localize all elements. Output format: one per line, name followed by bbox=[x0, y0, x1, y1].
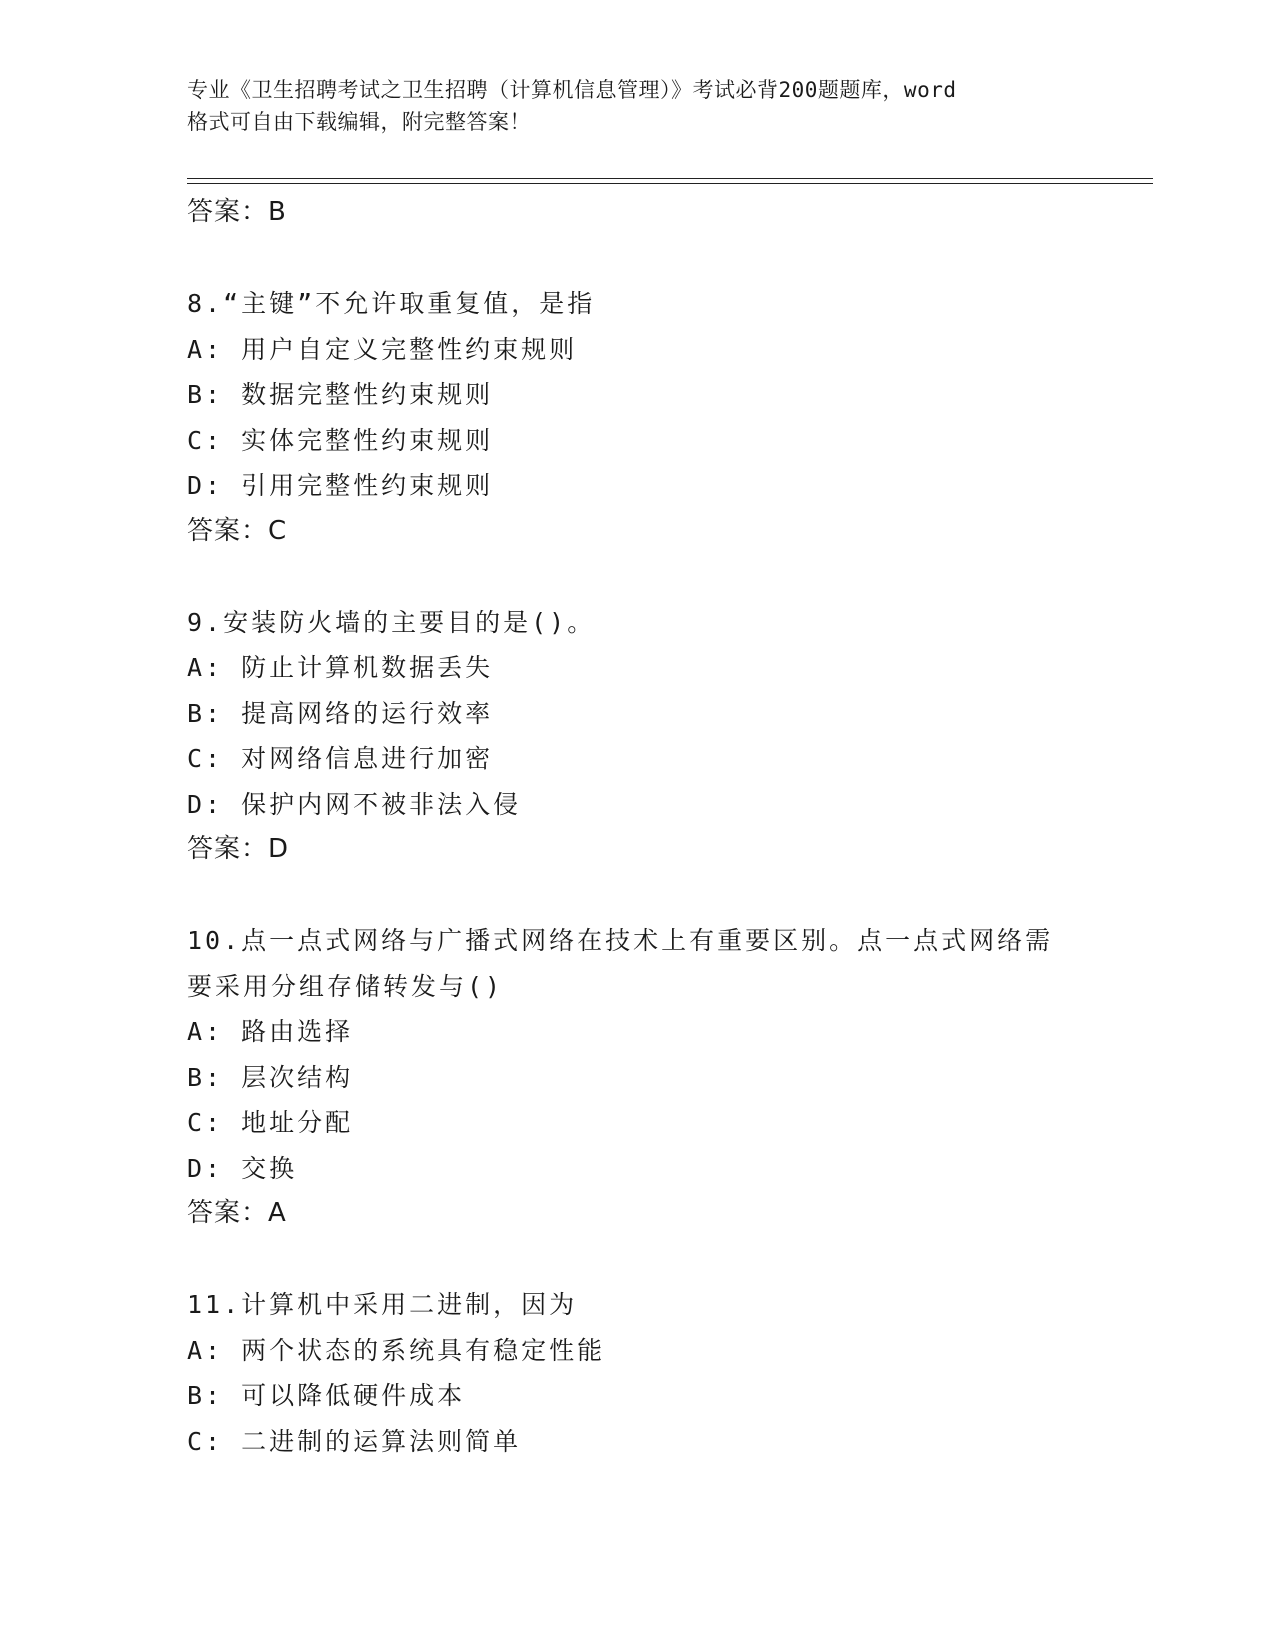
question-block bbox=[187, 281, 1087, 554]
question-text-continued: 要采用分组存储转发与() bbox=[187, 971, 504, 1001]
option-b: B: 提高网络的运行效率 bbox=[187, 698, 494, 728]
option-a: A: 两个状态的系统具有稳定性能 bbox=[187, 1335, 606, 1365]
header-line-2: 格式可自由下载编辑，附完整答案！ bbox=[187, 110, 531, 134]
option-c: C: 对网络信息进行加密 bbox=[187, 744, 494, 773]
answer-line: 答案：A bbox=[187, 1198, 287, 1228]
option-b: B: 可以降低硬件成本 bbox=[187, 1381, 466, 1410]
option-a: A: 路由选择 bbox=[187, 1017, 354, 1046]
question-block bbox=[187, 918, 1087, 1237]
option-d: D: 引用完整性约束规则 bbox=[187, 471, 494, 500]
question-block bbox=[187, 600, 1087, 873]
question-text: 9.安装防火墙的主要目的是()。 bbox=[187, 607, 596, 637]
question-text: 11.计算机中采用二进制，因为 bbox=[187, 1290, 578, 1319]
question-text: 8.“主键”不允许取重复值，是指 bbox=[187, 289, 596, 318]
document-header bbox=[187, 74, 1087, 138]
question-list bbox=[187, 190, 1087, 1464]
option-b: B: 数据完整性约束规则 bbox=[187, 380, 494, 409]
option-a: A: 用户自定义完整性约束规则 bbox=[187, 334, 578, 364]
answer-line: 答案：B bbox=[187, 197, 287, 227]
option-d: D: 保护内网不被非法入侵 bbox=[187, 789, 522, 819]
question-text: 10.点一点式网络与广播式网络在技术上有重要区别。点一点式网络需 bbox=[187, 926, 1054, 955]
option-c: C: 实体完整性约束规则 bbox=[187, 425, 494, 455]
option-c: C: 二进制的运算法则简单 bbox=[187, 1426, 522, 1456]
header-rule-bottom bbox=[187, 183, 1153, 184]
header-line-1: 专业《卫生招聘考试之卫生招聘（计算机信息管理）》考试必背200题题库，word bbox=[187, 78, 957, 102]
question-block bbox=[187, 1282, 1087, 1464]
option-a: A: 防止计算机数据丢失 bbox=[187, 653, 494, 682]
option-c: C: 地址分配 bbox=[187, 1108, 354, 1137]
header-rule-top bbox=[187, 178, 1153, 179]
option-d: D: 交换 bbox=[187, 1153, 298, 1183]
answer-line: 答案：D bbox=[187, 834, 290, 864]
answer-line: 答案：C bbox=[187, 515, 288, 546]
option-b: B: 层次结构 bbox=[187, 1062, 354, 1092]
